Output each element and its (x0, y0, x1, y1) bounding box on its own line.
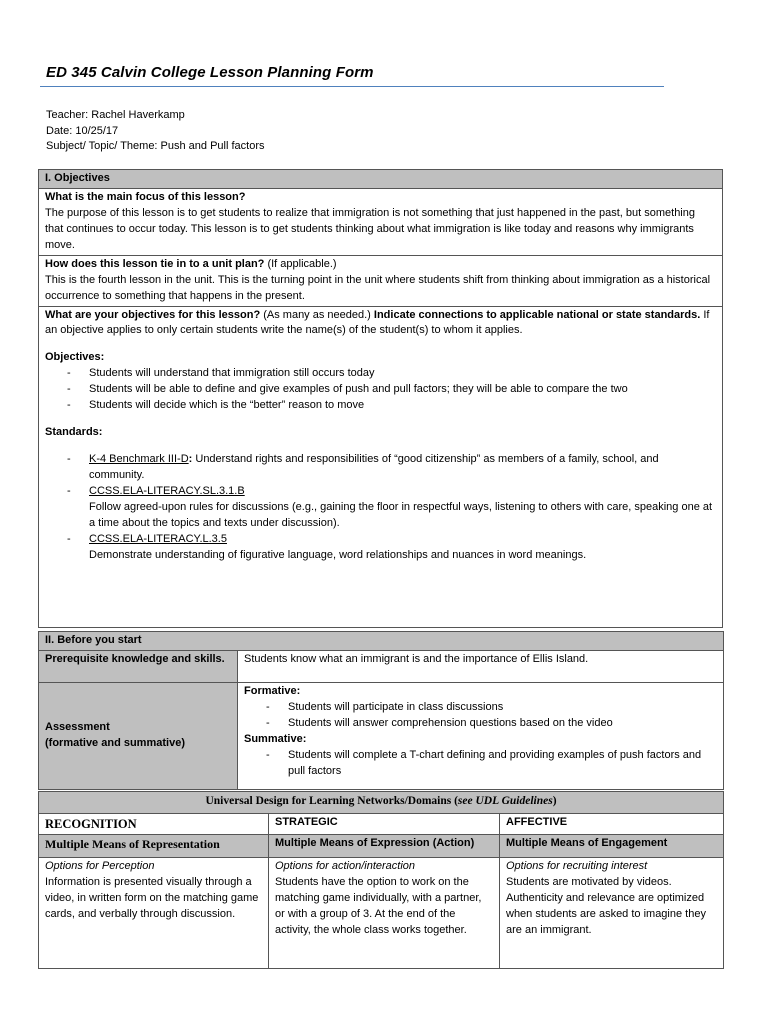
udl-text-recognition: Information is presented visually through a video, in written form on the matching game cards, and verbally through discussion. (45, 876, 259, 920)
lesson-meta (46, 108, 265, 155)
standard-item (45, 452, 716, 484)
unit-tie-question-bold: How does this lesson tie in to a unit plan? (45, 257, 265, 270)
standard-link[interactable]: CCSS.ELA-LITERACY.L.3.5 (89, 532, 227, 545)
udl-header-text: Universal Design for Learning Networks/Domains ( (205, 795, 458, 807)
unit-tie-cell (39, 255, 723, 306)
formative-item: - Students will answer comprehension questions based on the video (244, 716, 717, 732)
summative-list (244, 748, 717, 780)
formative-label: Formative: (244, 684, 301, 697)
date-line: Date: 10/25/17 (46, 124, 119, 137)
udl-means-engagement: Multiple Means of Engagement (500, 835, 724, 858)
standard-link[interactable]: CCSS.ELA-LITERACY.SL.3.1.B (89, 484, 245, 497)
udl-text-affective: Students are motivated by videos. Authenticity and relevance are optimized when students are asked to imagine they are an immigrant. (506, 876, 706, 936)
subject-line: Subject/ Topic/ Theme: Push and Pull factors (46, 140, 265, 152)
standards-label: Standards: (45, 426, 103, 439)
unit-tie-question (45, 257, 716, 273)
standard-text: Demonstrate understanding of figurative language, word relationships and nuances in word meanings. (89, 548, 587, 561)
objectives-question-bold: What are your objectives for this lesson? (45, 308, 261, 321)
objectives-list (45, 366, 716, 414)
udl-text-strategic: Students have the option to work on the matching game individually, with a partner, or with a group of 3. At the end of the activity, the whole class works together. (275, 876, 482, 936)
objectives-standards-instruction: Indicate connections to applicable national or state standards. (373, 308, 701, 321)
form-title: ED 345 Calvin College Lesson Planning Form (46, 64, 374, 81)
objective-item: - Students will understand that immigration still occurs today (45, 366, 716, 382)
standard-item (45, 532, 716, 564)
assessment-sublabel: (formative and summative) (45, 736, 185, 749)
prereq-text: Students know what an immigrant is and the importance of Ellis Island. (238, 650, 724, 682)
summative-label: Summative: (244, 732, 307, 745)
assessment-label-cell (39, 682, 238, 789)
objective-item: - Students will be able to define and give examples of push and pull factors; they will be able to compare the two (45, 382, 716, 398)
udl-header-end: ) (552, 795, 557, 807)
standard-text: Understand rights and responsibilities of “good citizenship” as members of a family, school, and community. (89, 453, 659, 481)
objectives-label: Objectives: (45, 351, 105, 364)
udl-cell-strategic (269, 858, 500, 969)
assessment-cell (238, 682, 724, 789)
standard-text: Follow agreed-upon rules for discussions (e.g., gaining the floor in respectful ways, listening to others with care, speaking one at a time about the topics and texts under discussion). (89, 500, 713, 529)
udl-option-interest: Options for recruiting interest (506, 860, 648, 873)
udl-guidelines-link[interactable]: see UDL Guidelines (457, 795, 553, 807)
formative-item: - Students will participate in class discussions (244, 700, 717, 716)
udl-option-action: Options for action/interaction (275, 860, 416, 873)
focus-question: What is the main focus of this lesson? (45, 190, 246, 203)
standard-separator: : (188, 453, 196, 466)
udl-header (39, 792, 724, 814)
before-section-header: II. Before you start (39, 632, 724, 651)
standard-item (45, 484, 716, 532)
udl-table (38, 791, 724, 969)
focus-cell (39, 188, 723, 255)
udl-cell-affective (500, 858, 724, 969)
unit-tie-note: (If applicable.) (264, 257, 337, 270)
objectives-section-header: I. Objectives (39, 170, 723, 189)
udl-cell-recognition (39, 858, 269, 969)
teacher-line: Teacher: Rachel Haverkamp (46, 109, 185, 121)
objectives-question (45, 308, 716, 340)
udl-network-affective: AFFECTIVE (500, 814, 724, 835)
standards-list (45, 452, 716, 564)
udl-means-expression: Multiple Means of Expression (Action) (269, 835, 500, 858)
title-divider (40, 86, 664, 87)
assessment-label: Assessment (45, 721, 110, 733)
formative-list (244, 700, 717, 732)
objectives-question-rest: If an objective applies to only certain students write the name(s) of the student(s) to whom it applies. (45, 308, 710, 337)
udl-option-perception: Options for Perception (45, 860, 155, 873)
objectives-table (38, 169, 723, 628)
before-you-start-table (38, 631, 724, 790)
standard-link[interactable]: K-4 Benchmark III-D (89, 453, 189, 466)
prereq-label: Prerequisite knowledge and skills. (39, 650, 238, 682)
summative-item: - Students will complete a T-chart defining and providing examples of push factors and pull factors (244, 748, 717, 780)
udl-network-strategic: STRATEGIC (269, 814, 500, 835)
unit-tie-answer: This is the fourth lesson in the unit. This is the turning point in the unit where students shift from thinking about immigration as a historical occurrence to something that happens in the present. (45, 273, 711, 302)
udl-means-representation: Multiple Means of Representation (39, 835, 269, 858)
udl-network-recognition: RECOGNITION (39, 814, 269, 835)
objectives-question-note: (As many as needed.) (260, 308, 374, 321)
focus-answer: The purpose of this lesson is to get students to realize that immigration is not something that just happened in the past, but something that continues to occur today. This lesson is to get students thinking about what immigration is like today and reasons why immigrants move. (45, 206, 695, 251)
objectives-cell (39, 306, 723, 627)
objective-item: - Students will decide which is the “better” reason to move (45, 398, 716, 414)
